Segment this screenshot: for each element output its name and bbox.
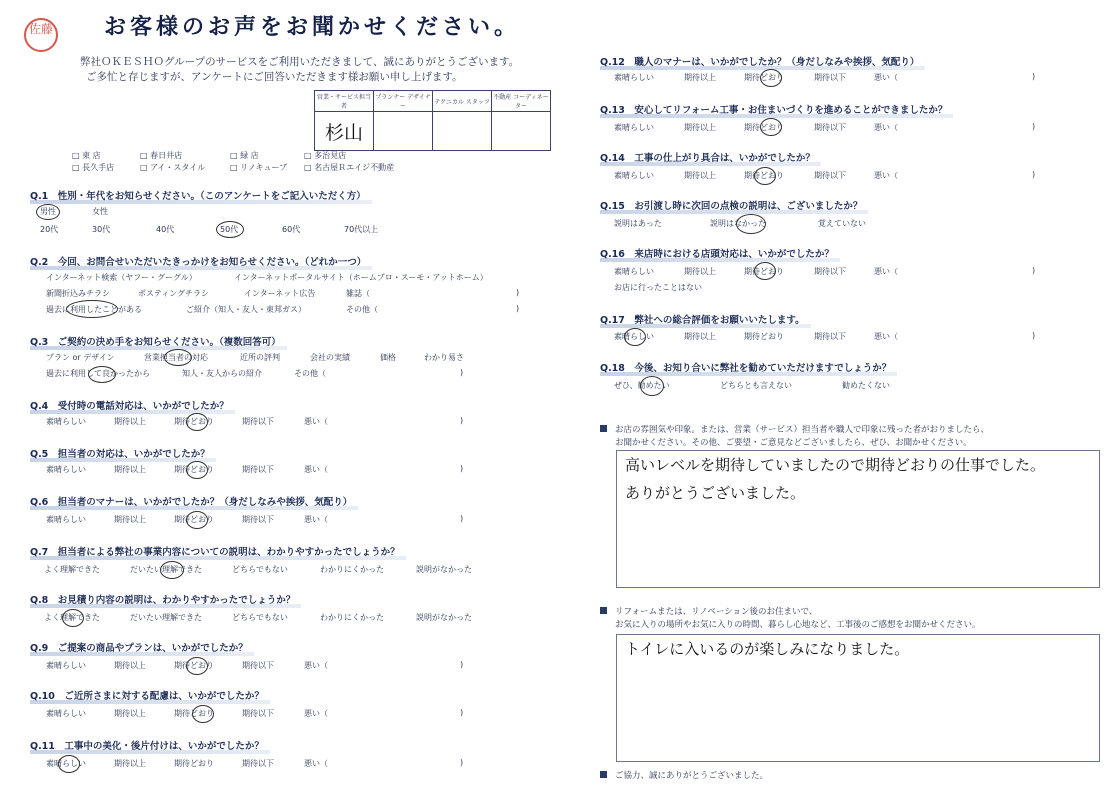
option[interactable]: 50代 (220, 225, 239, 234)
comment2-prompt-line-2: お気に入りの場所やお気に入りの時間、暮らし心地など、工事後のご感想をお聞かせください。 (615, 620, 981, 630)
option[interactable]: 過去に利用して良かったから (46, 369, 150, 378)
answer-mark (760, 118, 782, 136)
option[interactable]: わかり易さ (424, 353, 464, 362)
option[interactable]: どちらでもない (232, 613, 288, 622)
footer (600, 770, 768, 783)
question-q4: Q.4 受付時の電話対応は、いかがでしたか？ (30, 398, 229, 412)
option[interactable]: 期待以上 (114, 417, 146, 426)
option[interactable]: 素晴らしい (46, 661, 86, 670)
option[interactable]: ) (460, 464, 464, 473)
option[interactable]: 期待どおり (744, 267, 784, 276)
answer-mark (754, 167, 776, 185)
option[interactable]: 覚えていない (818, 219, 866, 228)
option[interactable]: 悪い（ (304, 515, 328, 524)
answer-mark (736, 214, 766, 234)
option[interactable]: 期待以上 (684, 123, 716, 132)
comment1-prompt (600, 424, 989, 450)
answer-mark (164, 349, 192, 366)
answer-mark (640, 376, 664, 396)
question-q16: Q.16 来店時における店頭対応は、いかがでしたか？ (600, 246, 834, 260)
option[interactable]: 期待どおり (174, 759, 214, 768)
staff-header: テクニカル スタッフ (433, 91, 492, 112)
question-q15: Q.15 お引渡し時に次回の点検の説明は、ございましたか？ (600, 198, 862, 212)
option[interactable]: 期待以上 (114, 515, 146, 524)
answer-mark (88, 366, 116, 383)
option[interactable]: 期待以下 (242, 709, 274, 718)
option[interactable]: お店に行ったことはない (614, 283, 702, 292)
staff-sales-value[interactable]: 杉山 (315, 112, 374, 151)
option[interactable]: 期待以上 (114, 465, 146, 474)
staff-header: プランナー デザイナー (374, 91, 433, 112)
option[interactable]: よく理解できた (44, 565, 100, 574)
option[interactable]: 素晴らしい (614, 171, 654, 180)
option[interactable]: ) (1032, 72, 1036, 81)
answer-mark (62, 609, 84, 627)
option[interactable]: 説明はあった (614, 219, 662, 228)
option[interactable]: インターネットポータルサイト（ホームプロ・スーモ・アットホーム） (234, 273, 488, 282)
option[interactable]: 素晴らしい (46, 759, 86, 768)
option[interactable]: 期待以上 (684, 171, 716, 180)
option[interactable]: どちらでもない (232, 565, 288, 574)
comment2-prompt-line-1: リフォームまたは、リノベーション後のお住まいで、 (615, 607, 818, 617)
option[interactable]: 期待どおり (174, 465, 214, 474)
answer-mark (760, 69, 782, 87)
option[interactable]: 悪い（ (874, 73, 898, 82)
question-q3: Q.3 ご契約の決め手をお知らせください。（複数回答可） (30, 334, 281, 348)
option[interactable]: 営業担当者の対応 (144, 353, 208, 362)
option[interactable]: 悪い（ (304, 417, 328, 426)
option[interactable]: 素晴らしい (46, 465, 86, 474)
option[interactable]: 期待以上 (684, 73, 716, 82)
option[interactable]: 悪い（ (304, 465, 328, 474)
option[interactable]: ) (516, 288, 520, 297)
answer-mark (186, 461, 208, 479)
answer-mark (58, 755, 80, 773)
option[interactable]: 新聞折込みチラシ (46, 289, 110, 298)
option[interactable]: 期待以下 (242, 515, 274, 524)
option[interactable]: よく理解できた (44, 613, 100, 622)
question-q10: Q.10 ご近所さまに対する配慮は、いかがでしたか？ (30, 688, 264, 702)
option[interactable]: 期待以下 (242, 759, 274, 768)
shop-option[interactable]: □ アイ・スタイル (140, 163, 206, 172)
option[interactable]: その他（ (346, 305, 378, 314)
option[interactable]: インターネット広告 (244, 289, 316, 298)
question-q13: Q.13 安心してリフォーム工事・お住まいづくりを進めることができましたか？ (600, 102, 947, 116)
answer-mark (192, 705, 214, 723)
comment1-prompt-line-2: お聞かせください。その他、ご要望・ご意見などございましたら、ぜひ、お聞かせください。 (615, 438, 972, 448)
staff-header: 営業・サービス担当者 (315, 91, 374, 112)
staff-table (314, 90, 551, 151)
answer-mark (216, 221, 244, 238)
answer-mark (66, 300, 118, 318)
option[interactable]: 期待どおり (744, 123, 784, 132)
option[interactable]: 60代 (282, 225, 301, 234)
shop-option[interactable]: □ 多治見店 (304, 151, 347, 160)
option[interactable]: 期待どおり (174, 709, 214, 718)
option[interactable]: 素晴らしい (614, 123, 654, 132)
option[interactable]: 期待どおり (744, 332, 784, 341)
option[interactable]: 悪い（ (304, 661, 328, 670)
option[interactable]: 素晴らしい (46, 515, 86, 524)
answer-mark (186, 657, 208, 675)
option[interactable]: 素晴らしい (614, 73, 654, 82)
shop-option[interactable]: □ 名古屋Ｒエイジ不動産 (304, 163, 395, 172)
option[interactable]: どちらとも言えない (720, 381, 792, 390)
option[interactable]: 悪い（ (874, 332, 898, 341)
option[interactable]: 期待以下 (814, 171, 846, 180)
option[interactable]: 素晴らしい (46, 709, 86, 718)
staff-realestate-value[interactable] (492, 112, 551, 151)
shop-option[interactable]: □ 長久手店 (72, 163, 115, 172)
staff-header: 不動産 コーディネーター (492, 91, 551, 112)
shop-option[interactable]: □ リノキューブ (230, 163, 288, 172)
option[interactable]: ) (1032, 170, 1036, 179)
shop-option[interactable]: □ 春日井店 (140, 151, 183, 160)
option[interactable]: 期待以上 (114, 709, 146, 718)
answer-mark (160, 561, 184, 579)
option[interactable]: インターネット検索（ヤフー・グーグル） (46, 273, 197, 282)
comment1-prompt-line-1: お店の雰囲気や印象。または、営業（サービス）担当者や職人で印象に残った者がおりましたら、 (615, 425, 990, 435)
option[interactable]: 期待以下 (814, 73, 846, 82)
shop-option[interactable]: □ 東 店 (72, 151, 101, 160)
option[interactable]: 悪い（ (304, 709, 328, 718)
option[interactable]: 過去に利用したことがある (46, 305, 142, 314)
intro-line-2: ご多忙と存じますが、アンケートにご回答いただきます様お願い申し上げます。 (86, 71, 463, 83)
option[interactable]: ) (1032, 266, 1036, 275)
option[interactable]: 素晴らしい (614, 267, 654, 276)
option[interactable]: 期待どおり (174, 661, 214, 670)
shop-option[interactable]: □ 緑 店 (230, 151, 259, 160)
question-q1: Q.1 性別・年代をお知らせください。（このアンケートをご記入いただく方） (30, 188, 366, 202)
option[interactable]: 女性 (92, 207, 108, 216)
answer-mark (36, 204, 60, 220)
option[interactable]: 説明はなかった (710, 219, 766, 228)
option[interactable]: その他（ (294, 369, 326, 378)
option[interactable]: 価格 (380, 353, 396, 362)
option[interactable]: 期待以下 (814, 332, 846, 341)
option[interactable]: ご紹介（知人・友人・東邦ガス） (186, 305, 306, 314)
option[interactable]: 期待以下 (242, 661, 274, 670)
seal-stamp: 佐藤 (24, 18, 58, 52)
option[interactable]: 期待以下 (814, 267, 846, 276)
option[interactable]: ぜひ、勧めたい (614, 381, 670, 390)
answer-mark (754, 262, 776, 280)
option[interactable]: ) (1032, 331, 1036, 340)
option[interactable]: ) (460, 514, 464, 523)
option[interactable]: 期待以下 (242, 465, 274, 474)
option[interactable]: 悪い（ (304, 759, 328, 768)
option[interactable]: 会社の実績 (310, 353, 350, 362)
question-q18: Q.18 今後、お知り合いに弊社を勧めていただけますでしょうか？ (600, 360, 891, 374)
option[interactable]: 悪い（ (874, 171, 898, 180)
option[interactable]: ) (460, 708, 464, 717)
option[interactable]: わかりにくかった (320, 565, 384, 574)
page-title: お客様のお声をお聞かせください。 (104, 15, 521, 40)
option[interactable]: ) (460, 758, 464, 767)
option[interactable]: 期待以下 (814, 123, 846, 132)
option[interactable]: 勧めたくない (842, 381, 890, 390)
comment2-prompt (600, 606, 981, 632)
answer-mark (186, 511, 208, 529)
option[interactable]: 70代以上 (344, 225, 379, 234)
question-q7: Q.7 担当者による弊社の事業内容についての説明は、わかりやすかったでしょうか？ (30, 544, 400, 558)
option[interactable]: 近所の評判 (240, 353, 280, 362)
comment2-answer-box[interactable] (616, 634, 1100, 762)
square-bullet-icon (600, 607, 607, 614)
comment1-answer-box[interactable] (616, 450, 1100, 588)
intro-line-1: 弊社ＯＫＥＳＨＯグループのサービスをご利用いただきまして、誠にありがとうございます。 (80, 56, 520, 68)
option[interactable]: 悪い（ (874, 267, 898, 276)
question-q11: Q.11 工事中の美化・後片付けは、いかがでしたか？ (30, 738, 264, 752)
question-q17: Q.17 弊社への総合評価をお願いいたします。 (600, 312, 805, 326)
option[interactable]: 期待以上 (114, 661, 146, 670)
option[interactable]: だいたい理解できた (130, 565, 202, 574)
comment1-answer-line-2: ありがとうございました。 (625, 484, 806, 502)
option[interactable]: 悪い（ (874, 123, 898, 132)
option[interactable]: 説明がなかった (416, 613, 472, 622)
option[interactable]: プラン or デザイン (46, 353, 115, 362)
square-bullet-icon (600, 771, 607, 778)
option[interactable]: ポスティングチラシ (138, 289, 210, 298)
answer-mark (186, 413, 208, 431)
option[interactable]: 40代 (156, 225, 175, 234)
option[interactable]: ) (516, 304, 520, 313)
option[interactable]: 期待以上 (684, 332, 716, 341)
option[interactable]: だいたい理解できた (130, 613, 202, 622)
comment2-answer-line-1: トイレに入いるのが楽しみになりました。 (625, 640, 910, 658)
option[interactable]: 説明がなかった (416, 565, 472, 574)
option[interactable]: ) (460, 660, 464, 669)
option[interactable]: ) (1032, 122, 1036, 131)
footer-text: ご協力、誠にありがとうございました。 (615, 771, 769, 781)
option[interactable]: 期待以上 (684, 267, 716, 276)
question-q2: Q.2 今回、お問合せいただいたきっかけをお知らせください。（どれか一つ） (30, 254, 366, 268)
option[interactable]: 知人・友人からの紹介 (182, 369, 262, 378)
question-q14: Q.14 工事の仕上がり具合は、いかがでしたか？ (600, 150, 815, 164)
option[interactable]: わかりにくかった (320, 613, 384, 622)
option[interactable]: 期待どおり (744, 171, 784, 180)
staff-planner-value[interactable] (374, 112, 433, 151)
option[interactable]: ) (460, 368, 464, 377)
question-q9: Q.9 ご提案の商品やプランは、いかがでしたか？ (30, 640, 248, 654)
question-q6: Q.6 担当者のマナーは、いかがでしたか？（身だしなみや挨拶、気配り） (30, 494, 352, 508)
option[interactable]: 男性 (40, 207, 56, 216)
comment1-answer-line-1: 高いレベルを期待していましたので期待どおりの仕事でした。 (625, 456, 1046, 474)
option[interactable]: 期待以上 (114, 759, 146, 768)
option[interactable]: ) (460, 416, 464, 425)
option[interactable]: 期待どおり (174, 417, 214, 426)
option[interactable]: 素晴らしい (46, 417, 86, 426)
question-q12: Q.12 職人のマナーは、いかがでしたか？（身だしなみや挨拶、気配り） (600, 54, 919, 68)
option[interactable]: 20代 (40, 225, 59, 234)
option[interactable]: 雑誌（ (346, 289, 370, 298)
option[interactable]: 素晴らしい (614, 332, 654, 341)
option[interactable]: 期待どおり (174, 515, 214, 524)
square-bullet-icon (600, 425, 607, 432)
answer-mark (624, 328, 646, 346)
question-q5: Q.5 担当者の対応は、いかがでしたか？ (30, 446, 210, 460)
staff-technical-value[interactable] (433, 112, 492, 151)
option[interactable]: 期待以下 (242, 417, 274, 426)
option[interactable]: 30代 (92, 225, 111, 234)
option[interactable]: 期待どおり (744, 73, 784, 82)
question-q8: Q.8 お見積り内容の説明は、わかりやすかったでしょうか？ (30, 592, 295, 606)
